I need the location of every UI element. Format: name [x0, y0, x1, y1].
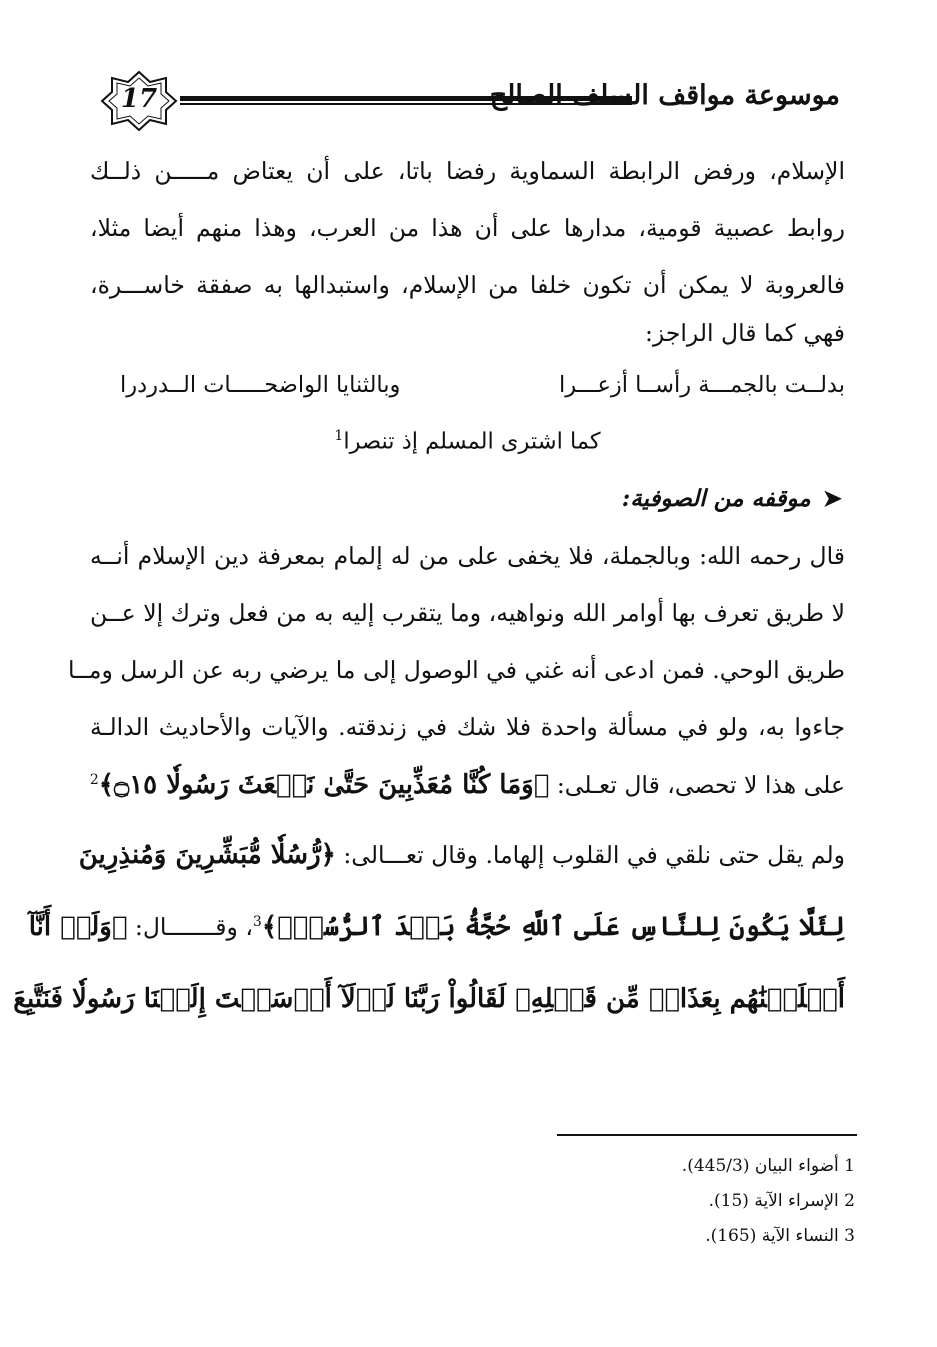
paragraph-line: جاءوا به، ولو في مسألة واحدة فلا شك في زندقته. والآيات والأحاديث الدالـة — [90, 713, 845, 741]
paragraph-line: لا طريق تعرف بها أوامر الله ونواهيه، وما يتقرب إليه به من فعل وترك إلا عــن — [90, 599, 845, 627]
arrow-bullet-icon: ➤ — [822, 485, 842, 512]
poem-center-text: كما اشترى المسلم إذ تنصرا — [343, 428, 601, 455]
paragraph-line: فالعروبة لا يمكن أن تكون خلفا من الإسلام، واستبدالها به صفقة خاســـرة، — [90, 271, 845, 299]
quran-line-1 — [90, 772, 845, 798]
paragraph-line: فهي كما قال الراجز: — [644, 319, 845, 347]
line-text: ولم يقل حتى نلقي في القلوب إلهاما. وقال تعـــالى: — [343, 841, 845, 869]
quran-verse: ﴿وَلَوۡ أَنَّآ — [28, 912, 128, 942]
line-text: ، وقـــــــال: — [134, 913, 253, 941]
page-number-badge — [100, 70, 178, 132]
page-number: 17 — [120, 84, 158, 114]
footnote-ref: 1 — [334, 428, 344, 444]
footnote-separator — [557, 1134, 857, 1136]
poem-line-1 — [90, 372, 845, 406]
section-heading-text: موقفه من الصوفية: — [621, 485, 811, 512]
paragraph-line: روابط عصبية قومية، مدارها على أن هذا من العرب، وهذا منهم أيضا مثلا، — [90, 214, 845, 242]
poem-line-2 — [90, 428, 845, 462]
footnote-ref: 2 — [89, 772, 99, 789]
quran-verse: أَهۡلَكۡنَٰهُم بِعَذَابٖ مِّن قَبۡلِهِۦ لَقَالُواْ رَبَّنَا لَوۡلَآ أَرۡسَلۡتَ إِلَيۡنَا رَسُولٗا فَنَتَّبِعَ — [13, 984, 845, 1014]
line-text: على هذا لا تحصى، قال تعـلى: — [556, 771, 845, 799]
poem-hemistich-left: وبالثنايا الواضحـــــات الــدردرا — [120, 372, 401, 398]
footnote-3: 3 النساء الآية (165). — [705, 1226, 855, 1246]
poem-hemistich-right: بدلــت بالجمـــة رأســا أزعـــرا — [559, 372, 845, 398]
footnote-1: 1 أضواء البيان (445/3). — [681, 1156, 855, 1176]
section-heading — [622, 485, 842, 512]
footnote-ref: 3 — [252, 914, 262, 931]
quran-verse: ﴿وَمَا كُنَّا مُعَذِّبِينَ حَتَّىٰ نَبۡعَثَ رَسُولٗا ۝١٥﴾ — [98, 770, 550, 800]
quran-line-2 — [78, 840, 845, 870]
quran-verse: لِئَلَّا يَكُونَ لِلنَّاسِ عَلَى ٱللَّهِ حُجَّةُۢ بَعۡدَ ٱلرُّسُلِۚ﴾ — [261, 912, 845, 942]
poem-center — [90, 428, 845, 455]
book-title: موسوعة مواقف السلف الصالح — [489, 80, 840, 111]
paragraph-line: الإسلام، ورفض الرابطة السماوية رفضا باتا، على أن يعتاض مـــــن ذلــك — [90, 157, 845, 185]
quran-verse: ﴿رُّسُلٗا مُّبَشِّرِينَ وَمُنذِرِينَ — [78, 840, 336, 870]
paragraph-line: قال رحمه الله: وبالجملة، فلا يخفى على من له إلمام بمعرفة دين الإسلام أنــه — [90, 542, 846, 570]
paragraph-line: طريق الوحي. فمن ادعى أنه غني في الوصول إلى ما يرضي ربه عن الرسل ومــا — [67, 656, 845, 684]
page-header — [100, 70, 840, 132]
quran-line-3 — [28, 912, 845, 942]
footnote-2: 2 الإسراء الآية (15). — [708, 1191, 855, 1211]
quran-line-4 — [13, 984, 845, 1014]
